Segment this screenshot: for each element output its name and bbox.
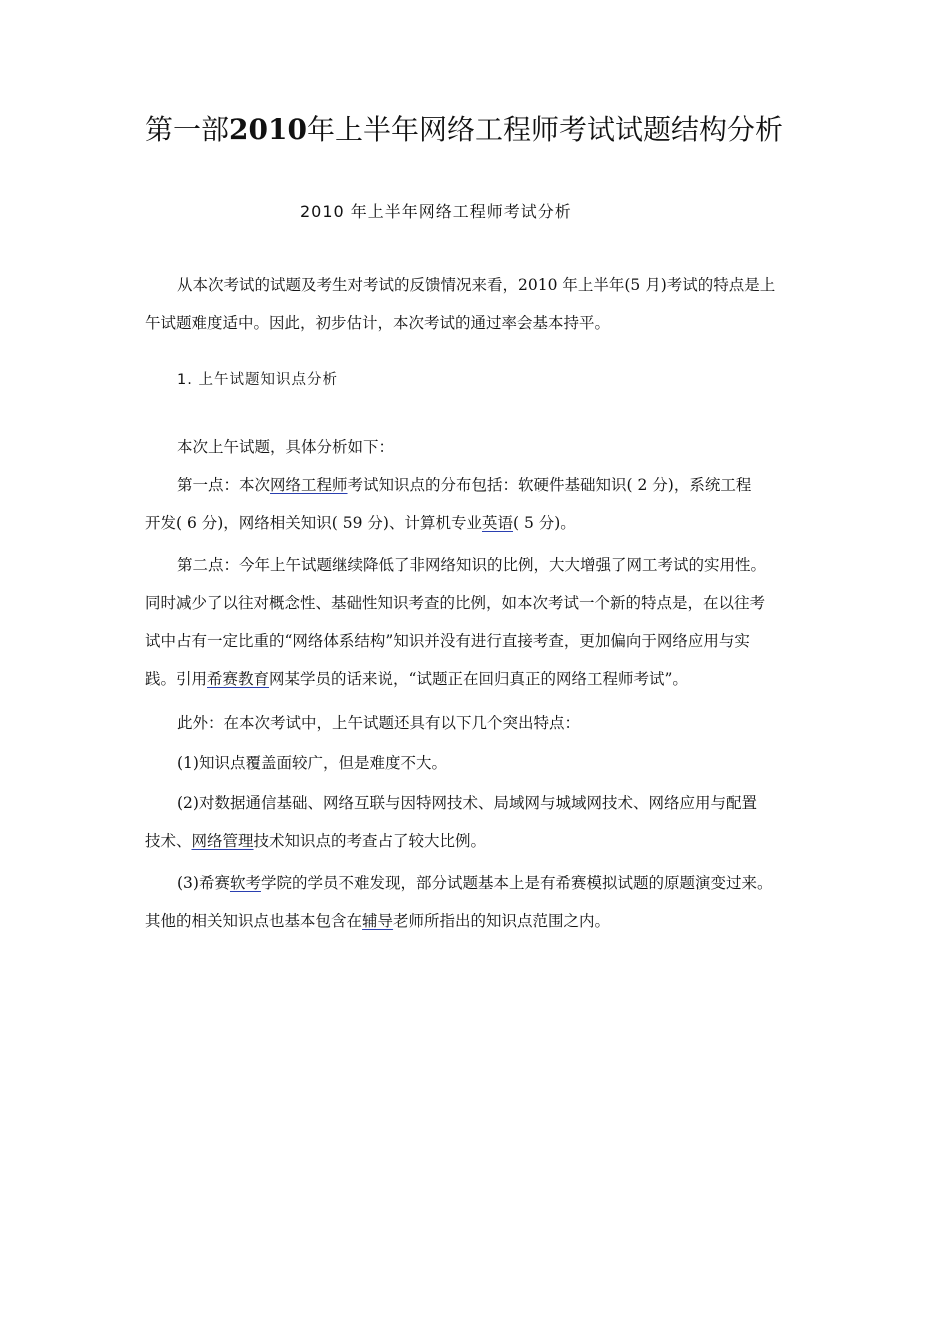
point-two-line-1: 第二点：今年上午试题继续降低了非网络知识的比例，大大增强了网工考试的实用性。 (177, 556, 767, 574)
point-one-text-b: 考试知识点的分布包括：软硬件基础知识( 2 分)，系统工程 (347, 476, 752, 494)
item-one-paragraph (145, 744, 810, 782)
item-three-text-d: 老师所指出的知识点范围之内。 (393, 912, 611, 930)
item-three-paragraph (145, 864, 810, 940)
intro-line-2: 午试题难度适中。因此，初步估计，本次考试的通过率会基本持平。 (145, 314, 611, 332)
item-three-text-a: (3)希赛 (177, 874, 230, 892)
morning-intro-paragraph (145, 428, 810, 466)
point-one-text-c: 开发( 6 分)，网络相关知识( 59 分)、计算机专业 (145, 514, 482, 532)
document-subtitle: 2010 年上半年网络工程师考试分析 (300, 202, 572, 221)
soft-exam-link[interactable]: 软考 (229, 874, 261, 892)
network-engineer-link[interactable]: 网络工程师 (270, 476, 348, 494)
title-suffix: 年上半年网络工程师考试试题结构分析 (306, 113, 783, 146)
point-one-text-a: 第一点：本次 (177, 476, 271, 494)
item-three-line-1 (145, 864, 810, 902)
network-management-link[interactable]: 网络管理 (191, 832, 254, 850)
extra-intro-paragraph (145, 704, 810, 742)
point-one-line-2 (145, 504, 810, 542)
point-one-line-1 (145, 466, 810, 504)
point-one-text-d: ( 5 分)。 (513, 514, 576, 532)
item-one: (1)知识点覆盖面较广，但是难度不大。 (177, 754, 447, 772)
point-one-paragraph (145, 466, 810, 542)
xisai-education-link[interactable]: 希赛教育 (207, 670, 270, 688)
item-two-text-a: 技术、 (145, 832, 192, 850)
item-three-text-b: 学院的学员不难发现，部分试题基本上是有希赛模拟试题的原题演变过来。 (260, 874, 773, 892)
extra-intro: 此外：在本次考试中，上午试题还具有以下几个突出特点： (177, 714, 581, 732)
point-two-text-b: 网某学员的话来说，“试题正在回归真正的网络工程师考试”。 (269, 670, 688, 688)
item-two-line-1: (2)对数据通信基础、网络互联与因特网技术、局域网与城域网技术、网络应用与配置 (177, 794, 757, 812)
english-link[interactable]: 英语 (481, 514, 513, 532)
item-two-line-2 (145, 822, 810, 860)
point-two-line-4 (145, 660, 810, 698)
document-title (145, 110, 845, 150)
item-two-paragraph (145, 784, 810, 860)
item-three-text-c: 其他的相关知识点也基本包含在 (145, 912, 363, 930)
intro-paragraph (145, 266, 810, 342)
intro-line-1: 从本次考试的试题及考生对考试的反馈情况来看，2010 年上半年(5 月)考试的特点是上 (177, 276, 776, 294)
morning-intro: 本次上午试题，具体分析如下： (177, 438, 395, 456)
title-prefix: 第一部 (145, 113, 230, 146)
point-two-text-a: 践。引用 (145, 670, 208, 688)
title-year: 2010 (229, 113, 307, 146)
point-two-line-3: 试中占有一定比重的“网络体系结构”知识并没有进行直接考查，更加偏向于网络应用与实 (145, 632, 750, 650)
point-two-line-2: 同时减少了以往对概念性、基础性知识考查的比例，如本次考试一个新的特点是，在以往考 (145, 594, 766, 612)
section-heading: 1. 上午试题知识点分析 (177, 372, 338, 388)
point-two-paragraph (145, 546, 810, 698)
tutoring-link[interactable]: 辅导 (362, 912, 394, 930)
item-three-line-2 (145, 902, 810, 940)
item-two-text-b: 技术知识点的考查占了较大比例。 (253, 832, 487, 850)
